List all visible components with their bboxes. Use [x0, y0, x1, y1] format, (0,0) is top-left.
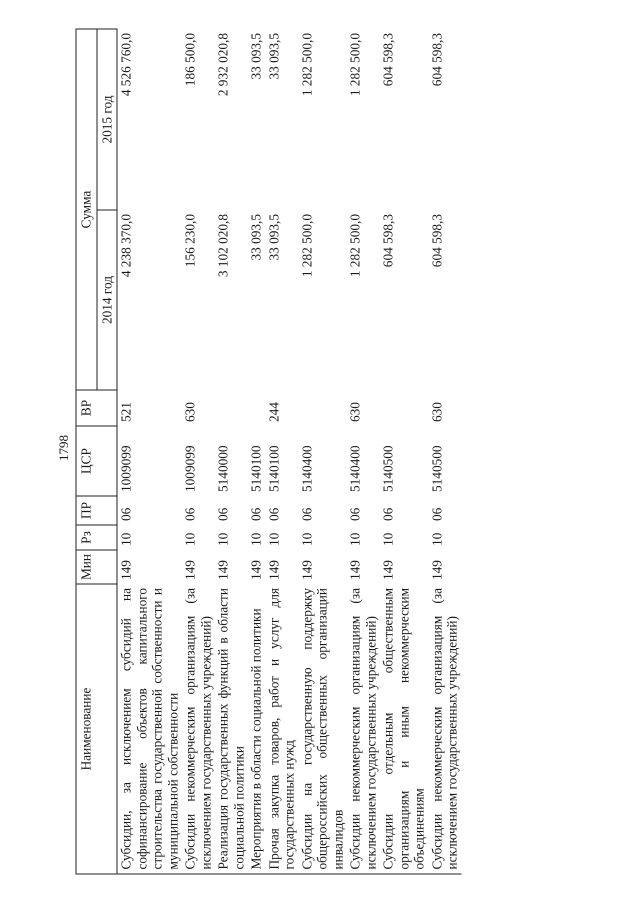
row-2014: 4 238 370,0 [118, 214, 134, 278]
row-2015: 186 500,0 [182, 33, 198, 87]
row-name: Прочая закупка товаров, работ и услуг для государственных нужд [265, 584, 298, 874]
row-vr [215, 390, 248, 426]
row-2015: 33 093,5 [248, 33, 264, 80]
row-vr: 630 [182, 402, 198, 422]
row-rz: 10 [215, 532, 231, 546]
row-rz: 10 [182, 532, 198, 546]
row-csr: 1009099 [118, 445, 134, 492]
table-row [215, 29, 248, 874]
row-min: 149 [429, 560, 444, 580]
row-pr: 06 [299, 507, 314, 521]
row-name: Субсидии некоммерческим организациям (за исключением государственных учреждений) [347, 584, 380, 874]
row-rz: 10 [347, 532, 363, 546]
header-sum: Сумма [76, 29, 97, 390]
row-2014: 604 598,3 [380, 214, 396, 268]
row-vr: 630 [429, 402, 444, 422]
header-2014: 2014 год [97, 210, 118, 390]
header-vr: ВР [76, 390, 117, 426]
row-2015: 1 282 500,0 [299, 33, 314, 97]
row-pr: 06 [118, 507, 134, 521]
row-pr: 06 [380, 507, 396, 521]
row-vr [380, 390, 429, 426]
table-row [380, 29, 429, 874]
header-min: Мин [76, 550, 117, 584]
row-2015: 33 093,5 [266, 33, 281, 80]
row-2015: 2 932 020,8 [215, 33, 231, 97]
row-name: Субсидии, за исключением субсидий на софинансирование объектов капитального строительства государственной собственности и муниципальной собственности [117, 584, 182, 874]
table-row [248, 29, 266, 874]
row-name: Мероприятия в области социальной политики [248, 584, 266, 874]
row-rz: 10 [299, 532, 314, 546]
header-pr: ПР [76, 496, 117, 525]
row-min: 149 [380, 560, 396, 580]
row-2015: 4 526 760,0 [118, 33, 134, 97]
table-row [347, 29, 380, 874]
table-row [182, 29, 215, 874]
row-rz: 10 [266, 532, 281, 546]
page-number: 1798 [56, 435, 71, 461]
row-pr: 06 [215, 507, 231, 521]
row-min: 149 [118, 560, 134, 580]
row-pr: 06 [266, 507, 281, 521]
row-min: 149 [347, 560, 363, 580]
row-rz: 10 [429, 532, 444, 546]
row-2014: 1 282 500,0 [347, 214, 363, 278]
row-2014: 604 598,3 [429, 214, 444, 268]
row-pr: 06 [429, 507, 444, 521]
row-2015: 604 598,3 [429, 33, 444, 87]
row-vr: 521 [118, 402, 134, 422]
budget-table [76, 29, 462, 875]
row-2014: 33 093,5 [266, 214, 281, 261]
rotated-page [76, 30, 566, 875]
header-rz: Рз [76, 525, 117, 550]
row-name: Субсидии некоммерческим организациям (за исключением государственных учреждений) [182, 584, 215, 874]
row-min: 149 [215, 560, 231, 580]
row-pr: 06 [347, 507, 363, 521]
row-min: 149 [248, 560, 264, 580]
header-2015: 2015 год [97, 29, 118, 210]
row-csr: 5140000 [215, 445, 231, 492]
row-pr: 06 [182, 507, 198, 521]
table-row [265, 29, 298, 874]
row-csr: 5140100 [248, 445, 264, 492]
row-2014: 156 230,0 [182, 214, 198, 268]
row-vr: 244 [266, 402, 281, 422]
row-csr: 5140400 [347, 445, 363, 492]
row-min: 149 [266, 560, 281, 580]
row-name: Субсидии на государственную поддержку общероссийских общественных организаций инвалидов [298, 584, 347, 874]
row-vr [248, 390, 266, 426]
row-csr: 5140400 [299, 445, 314, 492]
row-name: Субсидии некоммерческим организациям (за исключением государственных учреждений) [428, 584, 461, 874]
header-csr: ЦСР [76, 426, 117, 496]
row-csr: 1009099 [182, 445, 198, 492]
row-2014: 33 093,5 [248, 214, 264, 261]
row-name: Субсидии отдельным общественным организациям и иным некоммерческим объединениям [380, 584, 429, 874]
row-min: 149 [182, 560, 198, 580]
row-2014: 3 102 020,8 [215, 214, 231, 278]
row-rz: 10 [248, 532, 264, 546]
row-pr: 06 [248, 507, 264, 521]
row-csr: 5140100 [266, 445, 281, 492]
row-name: Реализация государственных функций в области социальной политики [215, 584, 248, 874]
table-row [428, 29, 461, 874]
row-vr [298, 390, 347, 426]
header-name: Наименование [76, 584, 117, 874]
row-rz: 10 [118, 532, 134, 546]
row-rz: 10 [380, 532, 396, 546]
table-row [117, 29, 182, 874]
row-vr: 630 [347, 402, 363, 422]
row-2014: 1 282 500,0 [299, 214, 314, 278]
header-row [76, 29, 97, 874]
row-2015: 1 282 500,0 [347, 33, 363, 97]
row-csr: 5140500 [429, 445, 444, 492]
row-csr: 5140500 [380, 445, 396, 492]
row-min: 149 [299, 560, 314, 580]
row-2015: 604 598,3 [380, 33, 396, 87]
table-row [298, 29, 347, 874]
